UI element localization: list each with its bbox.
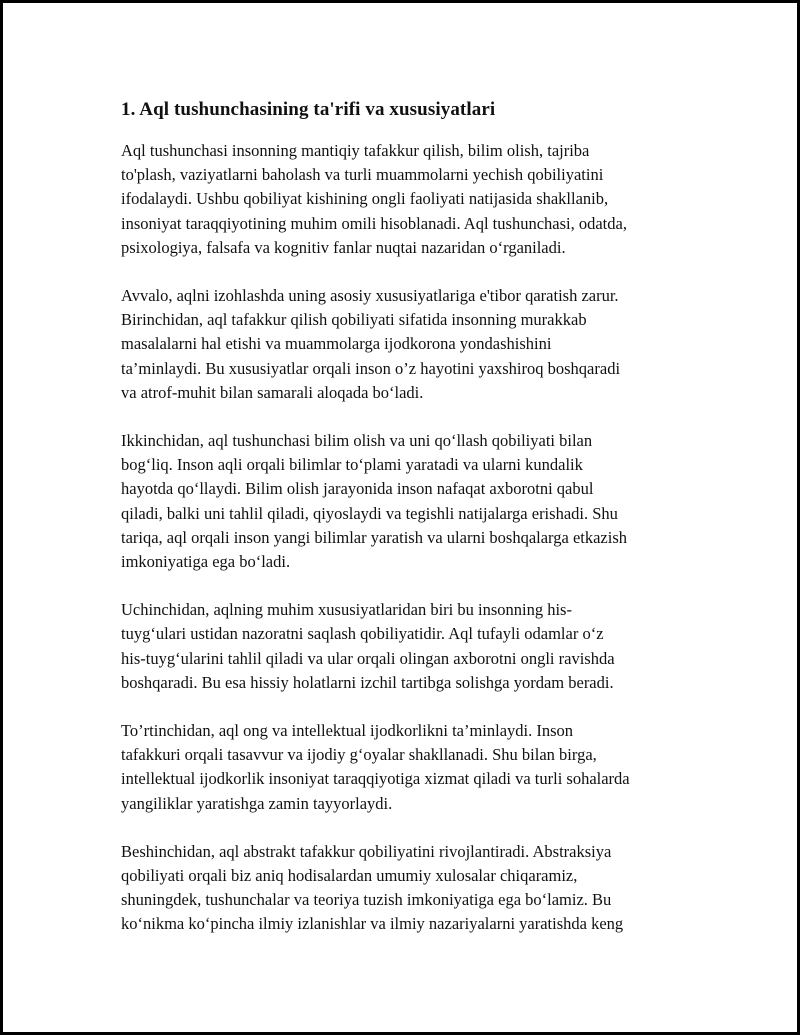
paragraph-third-property: Uchinchidan, aqlning muhim xususiyatlaridan biri bu insonning his- tuyg‘ulari ustidan nazoratni saqlash qobiliyatidir. Aql tufayli odamlar o‘z his-tuyg‘ularini tahlil qiladi va ular orqali olingan axborotni ongli ravishda boshqaradi. Bu esa hissiy holatlarni izchil tartibga solishga yordam beradi. [121,600,615,692]
document-body [121,97,693,961]
paragraph-second-property: Ikkinchidan, aql tushunchasi bilim olish va uni qo‘llash qobiliyati bilan bog‘liq. Inson aqli orqali bilimlar to‘plami yaratadi va ularni kundalik hayotda qo‘llaydi. Bilim olish jarayonida inson nafaqat axborotni qabul qiladi, balki uni tahlil qiladi, qiyoslaydi va tegishli natijalarga erishadi. Shu tariqa, aql orqali inson yangi bilimlar yaratish va ularni boshqalarga etkazish imkoniyatiga ega bo‘ladi. [121,431,628,572]
paragraph-definition: Aql tushunchasi insonning mantiqiy tafakkur qilish, bilim olish, tajriba to'plash, vaziyatlarni baholash va turli muammolarni yechish qobiliyatini ifodalaydi. Ushbu qobiliyat kishining ongli faoliyati natijasida shakllanib, insoniyat taraqqiyotining muhim omili hisoblanadi. Aql tushunchasi, odatda, psixologiya, falsafa va kognitiv fanlar nuqtai nazaridan o‘rganiladi. [121,141,627,257]
paragraph-fourth-property: To’rtinchidan, aql ong va intellektual ijodkorlikni ta’minlaydi. Inson tafakkuri orqali tasavvur va ijodiy g‘oyalar shakllanadi. Shu bilan birga, intellektual ijodkorlik insoniyat taraqqiyotiga xizmat qiladi va turli sohalarda yangiliklar yaratishga zamin tayyorlaydi. [121,721,630,813]
paragraph-fifth-property: Beshinchidan, aql abstrakt tafakkur qobiliyatini rivojlantiradi. Abstraksiya qobiliyati orqali biz aniq hodisalardan umumiy xulosalar chiqaramiz, shuningdek, tushunchalar va teoriya tuzish imkoniyatiga ega bo‘lamiz. Bu ko‘nikma ko‘pincha ilmiy izlanishlar va ilmiy nazariyalarni yaratishda keng [121,841,624,934]
paragraph-first-property: Avvalo, aqlni izohlashda uning asosiy xususiyatlariga e'tibor qaratish zarur. Birinchidan, aql tafakkur qilish qobiliyati sifatida insonning murakkab masalalarni hal etishi va muammolarga ijodkorona yondashishini ta’minlaydi. Bu xususiyatlar orqali inson o’z hayotini yaxshiroq boshqaradi va atrof-muhit bilan samarali aloqada bo‘ladi. [121,286,621,402]
section-heading: 1. Aql tushunchasining ta'rifi va xususiyatlari [121,99,496,120]
